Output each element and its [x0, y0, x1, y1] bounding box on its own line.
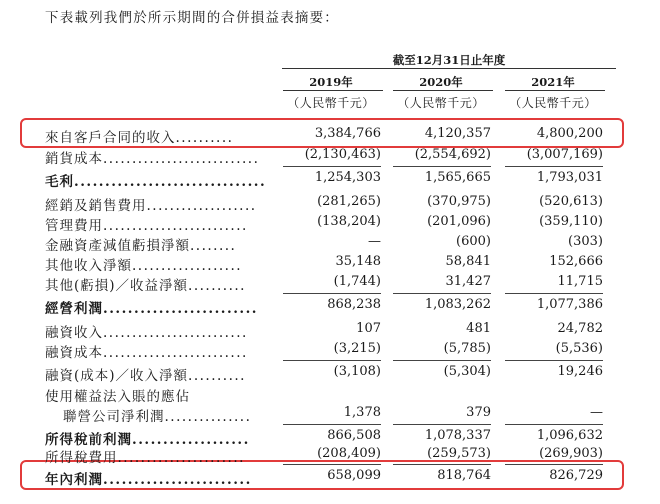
subtotal-rule	[505, 360, 603, 361]
value-2019: 35,148	[335, 254, 381, 269]
subtotal-rule	[283, 293, 381, 294]
value-2019: 658,099	[327, 468, 381, 483]
period-header: 截至12月31日止年度	[392, 53, 506, 67]
value-2019: (3,108)	[333, 364, 381, 379]
value-2020: 31,427	[445, 274, 491, 289]
year-rule	[505, 90, 605, 91]
value-2019: (208,409)	[317, 446, 381, 461]
value-2019: (2,130,463)	[304, 147, 381, 162]
leader-dots: ...............................	[74, 174, 267, 190]
subtotal-rule	[393, 464, 491, 465]
value-2020: (201,096)	[427, 214, 491, 229]
table-row	[0, 234, 660, 252]
value-2019: (281,265)	[317, 194, 381, 209]
row-label: 銷貨成本	[45, 151, 103, 167]
value-2021: (303)	[568, 234, 603, 249]
leader-dots: ......................	[117, 450, 245, 466]
table-row	[0, 170, 660, 188]
value-2020: 1,078,337	[424, 428, 491, 443]
value-2021: 826,729	[549, 468, 603, 483]
unit-label: （人民幣千元）	[397, 96, 485, 110]
table-row	[0, 254, 660, 272]
leader-dots: .........................	[103, 301, 258, 317]
row-label: 融資收入	[45, 325, 103, 341]
subtotal-rule	[283, 166, 381, 167]
subtotal-rule	[283, 360, 381, 361]
row-label: 經銷及銷售費用	[45, 198, 147, 214]
year-2019-header: 2019年	[309, 75, 353, 89]
table-row	[0, 194, 660, 212]
row-label: 使用權益法入賬的應佔	[45, 389, 190, 405]
value-2019: —	[368, 234, 381, 249]
value-2019: 107	[356, 321, 381, 336]
table-row	[0, 446, 660, 464]
value-2019: (1,744)	[333, 274, 381, 289]
row-label: 毛利	[45, 174, 74, 190]
period-rule	[282, 68, 616, 69]
leader-dots: ..........	[175, 130, 234, 146]
value-2020: (5,785)	[443, 341, 491, 356]
unit-label: （人民幣千元）	[287, 96, 375, 110]
row-label: 經營利潤	[45, 301, 103, 317]
leader-dots: ..........	[188, 368, 246, 384]
value-2019: 1,254,303	[314, 170, 381, 185]
leader-dots: ........	[190, 238, 237, 254]
row-label: 所得稅費用	[45, 450, 118, 466]
value-2020: (5,304)	[443, 364, 491, 379]
value-2020: 1,083,262	[424, 297, 491, 312]
value-2020: 379	[466, 405, 491, 420]
row-label: 金融資產減值虧損淨額	[45, 238, 190, 254]
subtotal-rule	[393, 166, 491, 167]
value-2019: 3,384,766	[314, 126, 381, 141]
subtotal-rule	[393, 293, 491, 294]
value-2021: —	[590, 405, 603, 420]
unit-label: （人民幣千元）	[509, 96, 597, 110]
table-row	[0, 126, 660, 144]
table-row	[0, 341, 660, 359]
row-label: 管理費用	[45, 218, 103, 234]
leader-dots: ...................	[132, 432, 250, 448]
value-2021: 1,793,031	[536, 170, 603, 185]
value-2021: 1,096,632	[536, 428, 603, 443]
table-row	[0, 468, 660, 486]
subtotal-rule	[505, 293, 603, 294]
row-label: 融資成本	[45, 345, 103, 361]
table-row	[0, 428, 660, 446]
value-2019: (3,215)	[333, 341, 381, 356]
value-2020: (259,573)	[427, 446, 491, 461]
row-label: 來自客戶合同的收入	[45, 130, 176, 146]
value-2020: 1,565,665	[424, 170, 491, 185]
value-2021: 4,800,200	[536, 126, 603, 141]
value-2019: 868,238	[327, 297, 381, 312]
subtotal-rule	[393, 424, 491, 425]
subtotal-rule	[505, 424, 603, 425]
table-row	[0, 405, 660, 423]
value-2021: (3,007,169)	[526, 147, 603, 162]
value-2020: (2,554,692)	[414, 147, 491, 162]
value-2019: (138,204)	[317, 214, 381, 229]
value-2021: 1,077,386	[536, 297, 603, 312]
table-row	[0, 147, 660, 165]
value-2020: (370,975)	[427, 194, 491, 209]
value-2019: 1,378	[343, 405, 381, 420]
leader-dots: .........................	[103, 325, 248, 341]
row-label: 其他收入淨額	[45, 258, 132, 274]
value-2021: (520,613)	[539, 194, 603, 209]
table-row	[0, 297, 660, 315]
table-row	[0, 274, 660, 292]
value-2021: (5,536)	[555, 341, 603, 356]
leader-dots: ...........................	[103, 151, 260, 167]
row-label: 聯營公司淨利潤	[63, 409, 165, 425]
leader-dots: ..........	[188, 278, 246, 294]
year-rule	[393, 90, 493, 91]
row-label: 融資(成本)／收入淨額	[45, 368, 189, 384]
value-2021: 19,246	[557, 364, 603, 379]
table-row	[0, 364, 660, 382]
value-2021: 11,715	[557, 274, 603, 289]
leader-dots: .........................	[103, 345, 248, 361]
table-row	[0, 385, 660, 403]
row-label: 年內利潤	[45, 472, 103, 488]
value-2020: 818,764	[437, 468, 491, 483]
row-label: 其他(虧損)／收益淨額	[45, 278, 189, 294]
leader-dots: ...................	[132, 258, 243, 274]
value-2021: 24,782	[557, 321, 603, 336]
subtotal-rule	[283, 424, 381, 425]
subtotal-rule	[505, 166, 603, 167]
year-rule	[283, 90, 383, 91]
subtotal-rule	[505, 464, 603, 465]
leader-dots: ...................	[146, 198, 257, 214]
leader-dots: .........................	[103, 218, 248, 234]
value-2021: (359,110)	[539, 214, 603, 229]
leader-dots: ........................	[103, 472, 252, 488]
value-2021: 152,666	[549, 254, 603, 269]
value-2020: (600)	[456, 234, 491, 249]
value-2020: 4,120,357	[424, 126, 491, 141]
year-2021-header: 2021年	[531, 75, 575, 89]
intro-text: 下表載列我們於所示期間的合併損益表摘要：	[45, 10, 339, 26]
value-2020: 58,841	[445, 254, 491, 269]
leader-dots: ...............	[164, 409, 252, 425]
row-label: 所得稅前利潤	[45, 432, 132, 448]
table-row	[0, 214, 660, 232]
value-2021: (269,903)	[539, 446, 603, 461]
value-2020: 481	[466, 321, 491, 336]
subtotal-rule	[283, 464, 381, 465]
table-row	[0, 321, 660, 339]
value-2019: 866,508	[327, 428, 381, 443]
year-2020-header: 2020年	[419, 75, 463, 89]
subtotal-rule	[393, 360, 491, 361]
